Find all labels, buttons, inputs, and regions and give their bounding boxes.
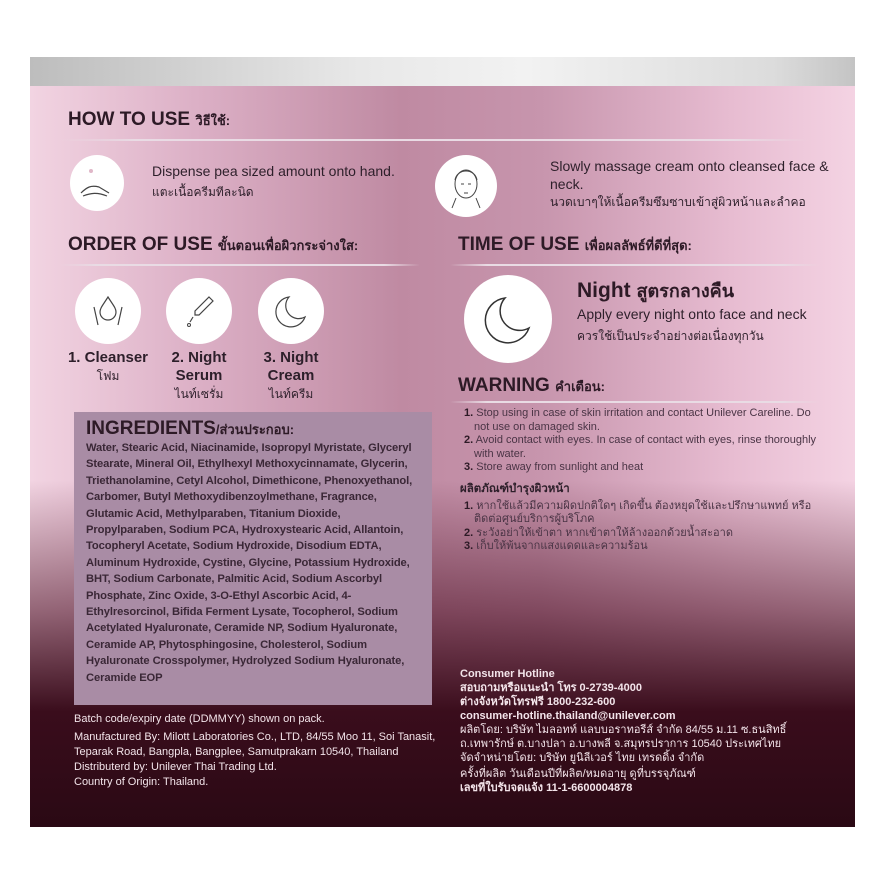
time-of-use-text: Apply every night onto face and neck ควรใช้เป็นประจำอย่างต่อเนื่องทุกวัน bbox=[577, 306, 807, 343]
step-1-text: Dispense pea sized amount onto hand. แตะเนื้อครีมทีละนิด bbox=[152, 163, 395, 199]
manufacturer-info: Batch code/expiry date (DDMMYY) shown on pack. Manufactured By: Milott Laboratories Co., LTD, 84/55 Moo 11, Soi Tanasit, Teparak Road, Bangpla, Bangplee, Samutprakarn 10540, Thailand Distributerd by: Unilever Thai Trading Ltd. Country of Origin: Thailand. bbox=[74, 713, 436, 788]
ingredients-heading: INGREDIENTS/ส่วนประกอบ: bbox=[86, 418, 295, 439]
dropper-icon bbox=[166, 278, 232, 344]
divider bbox=[450, 264, 820, 266]
step-2-text: Slowly massage cream onto cleansed face & neck. นวดเบาๆให้เนื้อครีมซึมซาบเข้าสู่ผิวหน้าและลำคอ bbox=[550, 158, 829, 209]
ingredients-list: Water, Stearic Acid, Niacinamide, Isopropyl Myristate, Glyceryl Stearate, Mineral Oil, Ethylhexyl Methoxycinnamate, Glycerin, Triethanolamine, Cetyl Alcohol, Dimethicone, Phenoxyethanol, Carbomer, Butyl Methoxydibenzoylmethane, Fragrance, Glutamic Acid, Methylparaben, Titanium Dioxide, Propylparaben, Sodium PCA, Hydroxystearic Acid, Allantoin, Tocopheryl Acetate, Sodium Hydroxide, Disodium EDTA, Aluminum Hydroxide, Cystine, Glycine, Potassium Hydroxide, BHT, Sodium Carbonate, Palmitic Acid, Sodium Ascorbyl Phosphate, Zinc Oxide, 3-O-Ethyl Ascorbic Acid, 4-Ethylresorcinol, Bifida Ferment Lysate, Tocopherol, Sodium Acetylated Hyaluronate, Ceramide NP, Sodium Hyaluronate, Ceramide AP, Phytosphingosine, Cholesterol, Sodium Hyaluronate Crosspolymer, Hydrolyzed Sodium Hyaluronate, Ceramide EOP bbox=[86, 442, 413, 684]
hands-drop-icon bbox=[75, 278, 141, 344]
order-of-use-heading: ORDER OF USE ขั้นตอนเพื่อผิวกระจ่างใส: bbox=[68, 234, 359, 255]
hotline-email: consumer-hotline.thailand@unilever.com bbox=[460, 710, 676, 722]
consumer-hotline: Consumer Hotline สอบถามหรือแนะนำ โทร 0-2739-4000 ต่างจังหวัดโทรฟรี 1800-232-600 consumer-hotline.thailand@unilever.com ผลิตโดย: บริษัท ไมลอทท์ แลบบอราทอรีส์ จำกัด 84/55 ม.11 ซ.ธนสิทธิ์ ถ.เทพารักษ์ ต.บางปลา อ.บางพลี จ.สมุทรปราการ 10540 ประเทศไทย จัดจำหน่ายโดย: บริษัท ยูนิลีเวอร์ ไทย เทรดดิ้ง จำกัด ครั้งที่ผลิต วันเดือนปีที่ผลิต/หมดอายุ ดูที่บรรจุภัณฑ์ เลขที่ใบรับจดแจ้ง 11-1-6600004878 bbox=[460, 667, 820, 795]
ingredients-box bbox=[74, 412, 432, 705]
hand-drop-icon bbox=[70, 155, 124, 211]
moon-icon bbox=[258, 278, 324, 344]
face-massage-icon bbox=[435, 155, 497, 217]
top-silver-band bbox=[30, 57, 855, 86]
how-to-use-heading: HOW TO USE วิธีใช้: bbox=[68, 109, 231, 130]
warning-list: 1. Stop using in case of skin irritation and contact Unilever Careline. Do not use on damaged skin. 2. Avoid contact with eyes. In case of contact with eyes, rinse thoroughly with water. 3. Store away from sunlight and heat ผลิตภัณฑ์บำรุงผิวหน้า 1. หากใช้แล้วมีความผิดปกติใดๆ เกิดขึ้น ต้องหยุดใช้และปรึกษาแพทย์ หรือติดต่อศูนย์บริการผู้บริโภค 2. ระวังอย่าให้เข้าตา หากเข้าตาให้ล้างออกด้วยน้ำสะอาด 3. เก็บให้พ้นจากแสงแดดและความร้อน bbox=[460, 407, 817, 552]
time-of-use-name: Night สูตรกลางคืน bbox=[577, 279, 735, 302]
night-moon-icon bbox=[464, 275, 552, 363]
time-of-use-heading: TIME OF USE เพื่อผลลัพธ์ที่ดีที่สุด: bbox=[458, 234, 692, 255]
divider bbox=[450, 401, 820, 403]
divider bbox=[60, 264, 420, 266]
divider bbox=[60, 139, 810, 141]
order-item-cleanser: 1. Cleanser โฟม bbox=[67, 349, 149, 383]
package-back-label bbox=[30, 57, 855, 827]
order-item-night-serum: 2. Night Serum ไนท์เซรั่ม bbox=[171, 349, 227, 401]
warning-heading: WARNING คำเตือน: bbox=[458, 375, 606, 396]
order-item-night-cream: 3. Night Cream ไนท์ครีม bbox=[263, 349, 319, 401]
